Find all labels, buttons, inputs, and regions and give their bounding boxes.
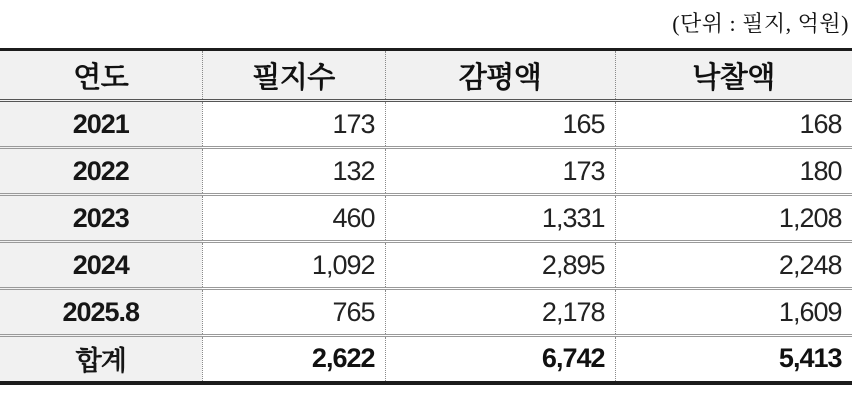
parcel_count-value-cell: 1,092 xyxy=(202,242,385,289)
data-row xyxy=(0,242,852,289)
unit-note: (단위 : 필지, 억원) xyxy=(672,11,849,36)
parcel_count-value-cell: 173 xyxy=(202,101,385,148)
appraisal_amount-value-cell: 6,742 xyxy=(385,336,615,383)
data-row xyxy=(0,101,852,148)
total-label-cell: 합계 xyxy=(0,336,202,383)
appraisal_amount-value-cell: 2,895 xyxy=(385,242,615,289)
year-cell: 2025.8 xyxy=(0,289,202,336)
winning_bid_amount-value-cell: 1,208 xyxy=(615,195,852,242)
year-cell: 2024 xyxy=(0,242,202,289)
year-cell: 2023 xyxy=(0,195,202,242)
appraisal_amount-value-cell: 173 xyxy=(385,148,615,195)
year-cell: 2022 xyxy=(0,148,202,195)
parcel_count-value-cell: 2,622 xyxy=(202,336,385,383)
winning_bid_amount-value-cell: 2,248 xyxy=(615,242,852,289)
column-header-appraisal-amount: 감평액 xyxy=(385,50,615,101)
yearly-auction-table xyxy=(0,48,852,385)
table-header xyxy=(0,50,852,101)
column-header-year: 연도 xyxy=(0,50,202,101)
winning_bid_amount-value-cell: 168 xyxy=(615,101,852,148)
table-body xyxy=(0,101,852,383)
appraisal_amount-value-cell: 1,331 xyxy=(385,195,615,242)
total-row xyxy=(0,336,852,383)
parcel_count-value-cell: 765 xyxy=(202,289,385,336)
column-header-winning-bid-amount: 낙찰액 xyxy=(615,50,852,101)
parcel_count-value-cell: 132 xyxy=(202,148,385,195)
header-row xyxy=(0,50,852,101)
data-row xyxy=(0,148,852,195)
data-row xyxy=(0,195,852,242)
appraisal_amount-value-cell: 165 xyxy=(385,101,615,148)
appraisal_amount-value-cell: 2,178 xyxy=(385,289,615,336)
data-row xyxy=(0,289,852,336)
year-cell: 2021 xyxy=(0,101,202,148)
column-header-parcel-count: 필지수 xyxy=(202,50,385,101)
parcel_count-value-cell: 460 xyxy=(202,195,385,242)
winning_bid_amount-value-cell: 180 xyxy=(615,148,852,195)
winning_bid_amount-value-cell: 1,609 xyxy=(615,289,852,336)
winning_bid_amount-value-cell: 5,413 xyxy=(615,336,852,383)
